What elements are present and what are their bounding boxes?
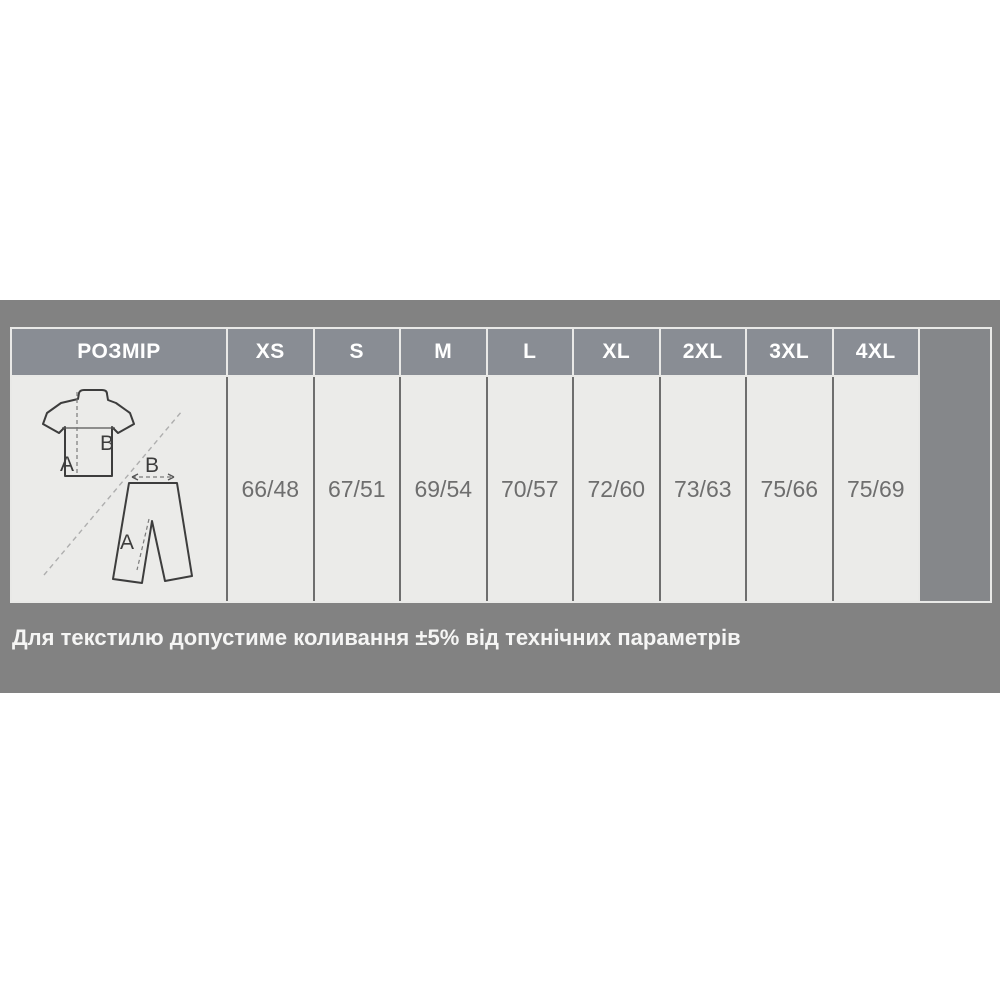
empty-right-strip: [920, 329, 990, 601]
shirt-and-pants-drawing: [12, 377, 226, 601]
header-2xl: 2XL: [661, 329, 746, 375]
value-xl: 72/60: [572, 377, 659, 601]
header-l: L: [488, 329, 573, 375]
size-chart-band: [0, 300, 1000, 693]
header-xl: XL: [574, 329, 659, 375]
pants-width-label: B: [145, 454, 160, 477]
value-m: 69/54: [399, 377, 486, 601]
value-xs: 66/48: [226, 377, 313, 601]
value-l: 70/57: [486, 377, 573, 601]
garment-measurement-diagram: [12, 377, 226, 601]
value-s: 67/51: [313, 377, 400, 601]
size-table: [10, 327, 992, 603]
header-m: M: [401, 329, 486, 375]
size-column-header: РОЗМІР: [12, 329, 226, 375]
tolerance-note: Для текстилю допустиме коливання ±5% від технічних параметрів: [12, 625, 741, 650]
pants-length-label: A: [120, 531, 135, 554]
header-3xl: 3XL: [747, 329, 832, 375]
value-3xl: 75/66: [745, 377, 832, 601]
shirt-length-label: A: [60, 453, 75, 476]
header-4xl: 4XL: [834, 329, 919, 375]
value-2xl: 73/63: [659, 377, 746, 601]
header-s: S: [315, 329, 400, 375]
value-4xl: 75/69: [832, 377, 919, 601]
header-xs: XS: [228, 329, 313, 375]
shirt-width-label: B: [100, 432, 115, 455]
tshirt-outline: [43, 390, 134, 476]
